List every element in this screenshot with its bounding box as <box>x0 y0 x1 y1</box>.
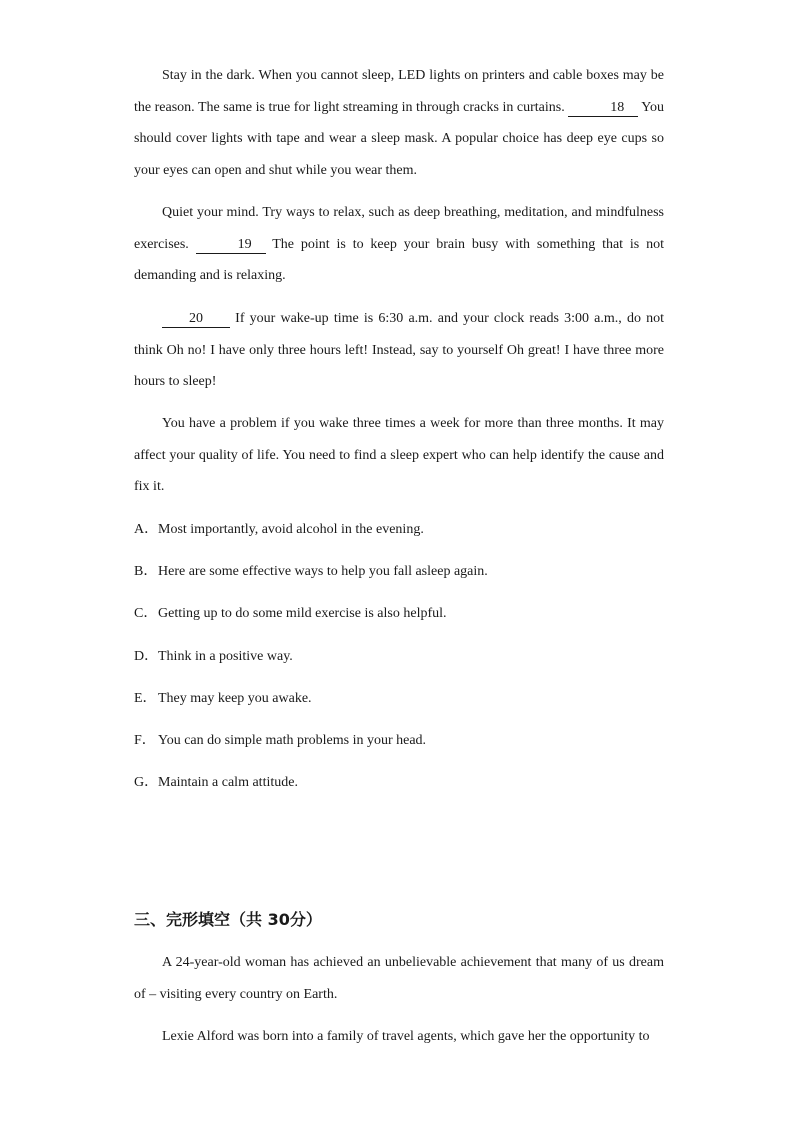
blank-19: 19 <box>196 237 266 254</box>
option-a <box>134 520 424 540</box>
option-d <box>134 647 293 667</box>
option-text: Think in a positive way. <box>158 649 293 664</box>
passage-paragraph-2: Quiet your mind. Try ways to relax, such as deep breathing, meditation, and mindfulness exercises. 19 The point is to keep your brain busy with something that is not demanding and is relaxing. <box>134 205 664 283</box>
option-letter: A． <box>134 522 159 537</box>
passage-paragraph-4: You have a problem if you wake three times a week for more than three months. It may affect your quality of life. You need to find a sleep expert who can help identify the cause and fix it. <box>134 416 664 494</box>
option-letter: F． <box>134 733 156 748</box>
option-g <box>134 773 298 793</box>
section-paragraph-2: Lexie Alford was born into a family of travel agents, which gave her the opportunity to <box>162 1029 650 1044</box>
blank-18: 18 <box>568 100 638 117</box>
option-text: Most importantly, avoid alcohol in the evening. <box>158 522 424 537</box>
blank-20: 20 <box>162 311 230 328</box>
option-c <box>134 604 447 624</box>
option-text: Here are some effective ways to help you fall asleep again. <box>158 564 488 579</box>
passage-paragraph-1: Stay in the dark. When you cannot sleep, LED lights on printers and cable boxes may be the reason. The same is true for light streaming in through cracks in curtains. 18 You should cover lights with tape and wear a sleep mask. A popular choice has deep eye cups so your eyes can open and shut while you wear them. <box>134 68 664 178</box>
section-heading: 三、完形填空（共 30分） <box>134 910 322 929</box>
option-e <box>134 689 312 709</box>
option-text: Maintain a calm attitude. <box>158 775 298 790</box>
option-text: They may keep you awake. <box>158 691 312 706</box>
option-text: Getting up to do some mild exercise is also helpful. <box>158 606 447 621</box>
section-paragraph-1: A 24-year-old woman has achieved an unbelievable achievement that many of us dream of – visiting every country on Earth. <box>134 955 664 1002</box>
option-letter: B． <box>134 564 158 579</box>
option-f <box>134 731 426 751</box>
option-text: You can do simple math problems in your head. <box>158 733 427 748</box>
passage-paragraph-3: 20 If your wake-up time is 6:30 a.m. and your clock reads 3:00 a.m., do not think Oh no! I have only three hours left! Instead, say to yourself Oh great! I have three more hours to sleep! <box>134 311 664 389</box>
option-letter: D． <box>134 649 159 664</box>
option-b <box>134 562 488 582</box>
option-letter: C． <box>134 606 158 621</box>
option-letter: E． <box>134 691 157 706</box>
option-letter: G． <box>134 775 159 790</box>
